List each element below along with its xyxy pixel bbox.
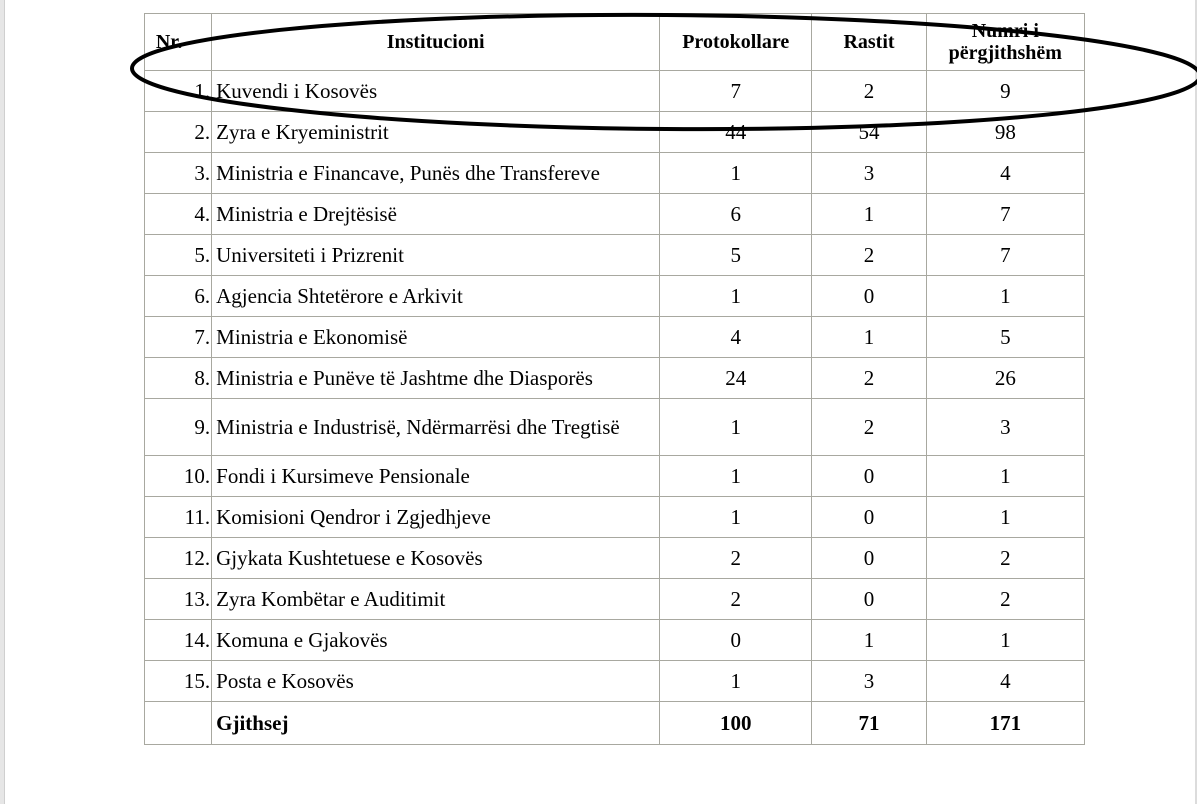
- row-institution: Zyra e Kryeministrit: [212, 112, 660, 153]
- row-protocol: 1: [660, 661, 812, 702]
- row-protocol: 6: [660, 194, 812, 235]
- row-number: 13.: [145, 579, 212, 620]
- row-rastit: 1: [812, 317, 926, 358]
- table-body: [145, 71, 1085, 702]
- header-institution: Institucioni: [212, 14, 660, 71]
- row-total: 2: [926, 538, 1084, 579]
- row-total: 7: [926, 235, 1084, 276]
- row-protocol: 4: [660, 317, 812, 358]
- row-number: 2.: [145, 112, 212, 153]
- row-rastit: 3: [812, 153, 926, 194]
- row-number: 1.: [145, 71, 212, 112]
- row-protocol: 1: [660, 399, 812, 456]
- row-rastit: 0: [812, 497, 926, 538]
- row-protocol: 24: [660, 358, 812, 399]
- row-number: 8.: [145, 358, 212, 399]
- row-institution: Zyra Kombëtar e Auditimit: [212, 579, 660, 620]
- page-left-edge: [0, 0, 5, 804]
- row-institution: Ministria e Drejtësisë: [212, 194, 660, 235]
- table-row: [145, 153, 1085, 194]
- row-protocol: 1: [660, 456, 812, 497]
- row-protocol: 1: [660, 153, 812, 194]
- row-total: 2: [926, 579, 1084, 620]
- row-institution: Ministria e Ekonomisë: [212, 317, 660, 358]
- row-number: 15.: [145, 661, 212, 702]
- row-number: 4.: [145, 194, 212, 235]
- row-total: 1: [926, 620, 1084, 661]
- table-row: [145, 194, 1085, 235]
- row-rastit: 0: [812, 538, 926, 579]
- table-row: [145, 399, 1085, 456]
- row-number: 7.: [145, 317, 212, 358]
- row-protocol: 0: [660, 620, 812, 661]
- row-protocol: 1: [660, 497, 812, 538]
- table-row: [145, 497, 1085, 538]
- table-header-row: [145, 14, 1085, 71]
- row-institution: Ministria e Industrisë, Ndërmarrësi dhe Tregtisë: [212, 399, 660, 456]
- row-rastit: 54: [812, 112, 926, 153]
- row-institution: Ministria e Financave, Punës dhe Transfereve: [212, 153, 660, 194]
- row-number: 11.: [145, 497, 212, 538]
- row-rastit: 2: [812, 235, 926, 276]
- row-total: 26: [926, 358, 1084, 399]
- row-rastit: 0: [812, 276, 926, 317]
- table-row: [145, 112, 1085, 153]
- row-total: 4: [926, 153, 1084, 194]
- header-rastit: Rastit: [812, 14, 926, 71]
- totals-total: 171: [926, 702, 1084, 745]
- table-row: [145, 538, 1085, 579]
- row-protocol: 5: [660, 235, 812, 276]
- totals-label: Gjithsej: [212, 702, 660, 745]
- header-total: [926, 14, 1084, 71]
- totals-nr-cell: [145, 702, 212, 745]
- row-rastit: 2: [812, 358, 926, 399]
- table-row: [145, 276, 1085, 317]
- row-number: 14.: [145, 620, 212, 661]
- row-total: 4: [926, 661, 1084, 702]
- row-number: 9.: [145, 399, 212, 456]
- row-institution: Agjencia Shtetërore e Arkivit: [212, 276, 660, 317]
- row-rastit: 1: [812, 620, 926, 661]
- row-rastit: 0: [812, 456, 926, 497]
- row-number: 5.: [145, 235, 212, 276]
- table-row: [145, 71, 1085, 112]
- row-institution: Komisioni Qendror i Zgjedhjeve: [212, 497, 660, 538]
- header-total-line2: përgjithshëm: [948, 42, 1062, 64]
- row-number: 12.: [145, 538, 212, 579]
- table-row: [145, 620, 1085, 661]
- row-protocol: 44: [660, 112, 812, 153]
- table-row: [145, 235, 1085, 276]
- totals-protocol: 100: [660, 702, 812, 745]
- row-protocol: 1: [660, 276, 812, 317]
- header-total-line1: Numri i: [971, 20, 1039, 42]
- row-number: 10.: [145, 456, 212, 497]
- row-total: 1: [926, 456, 1084, 497]
- row-total: 98: [926, 112, 1084, 153]
- header-nr: Nr.: [145, 14, 212, 71]
- totals-rastit: 71: [812, 702, 926, 745]
- row-protocol: 7: [660, 71, 812, 112]
- row-total: 9: [926, 71, 1084, 112]
- row-institution: Ministria e Punëve të Jashtme dhe Diasporës: [212, 358, 660, 399]
- row-rastit: 2: [812, 399, 926, 456]
- row-total: 1: [926, 497, 1084, 538]
- row-number: 3.: [145, 153, 212, 194]
- row-institution: Komuna e Gjakovës: [212, 620, 660, 661]
- row-institution: Universiteti i Prizrenit: [212, 235, 660, 276]
- row-protocol: 2: [660, 579, 812, 620]
- header-protocol: Protokollare: [660, 14, 812, 71]
- table-row: [145, 579, 1085, 620]
- row-number: 6.: [145, 276, 212, 317]
- row-institution: Gjykata Kushtetuese e Kosovës: [212, 538, 660, 579]
- table-row: [145, 358, 1085, 399]
- table-row: [145, 456, 1085, 497]
- table-row: [145, 661, 1085, 702]
- row-protocol: 2: [660, 538, 812, 579]
- table-row: [145, 317, 1085, 358]
- row-institution: Kuvendi i Kosovës: [212, 71, 660, 112]
- totals-row: [145, 702, 1085, 745]
- row-rastit: 1: [812, 194, 926, 235]
- row-rastit: 3: [812, 661, 926, 702]
- row-total: 5: [926, 317, 1084, 358]
- row-total: 7: [926, 194, 1084, 235]
- row-institution: Fondi i Kursimeve Pensionale: [212, 456, 660, 497]
- row-total: 1: [926, 276, 1084, 317]
- row-rastit: 2: [812, 71, 926, 112]
- row-total: 3: [926, 399, 1084, 456]
- institutions-table: [144, 13, 1085, 745]
- row-institution: Posta e Kosovës: [212, 661, 660, 702]
- row-rastit: 0: [812, 579, 926, 620]
